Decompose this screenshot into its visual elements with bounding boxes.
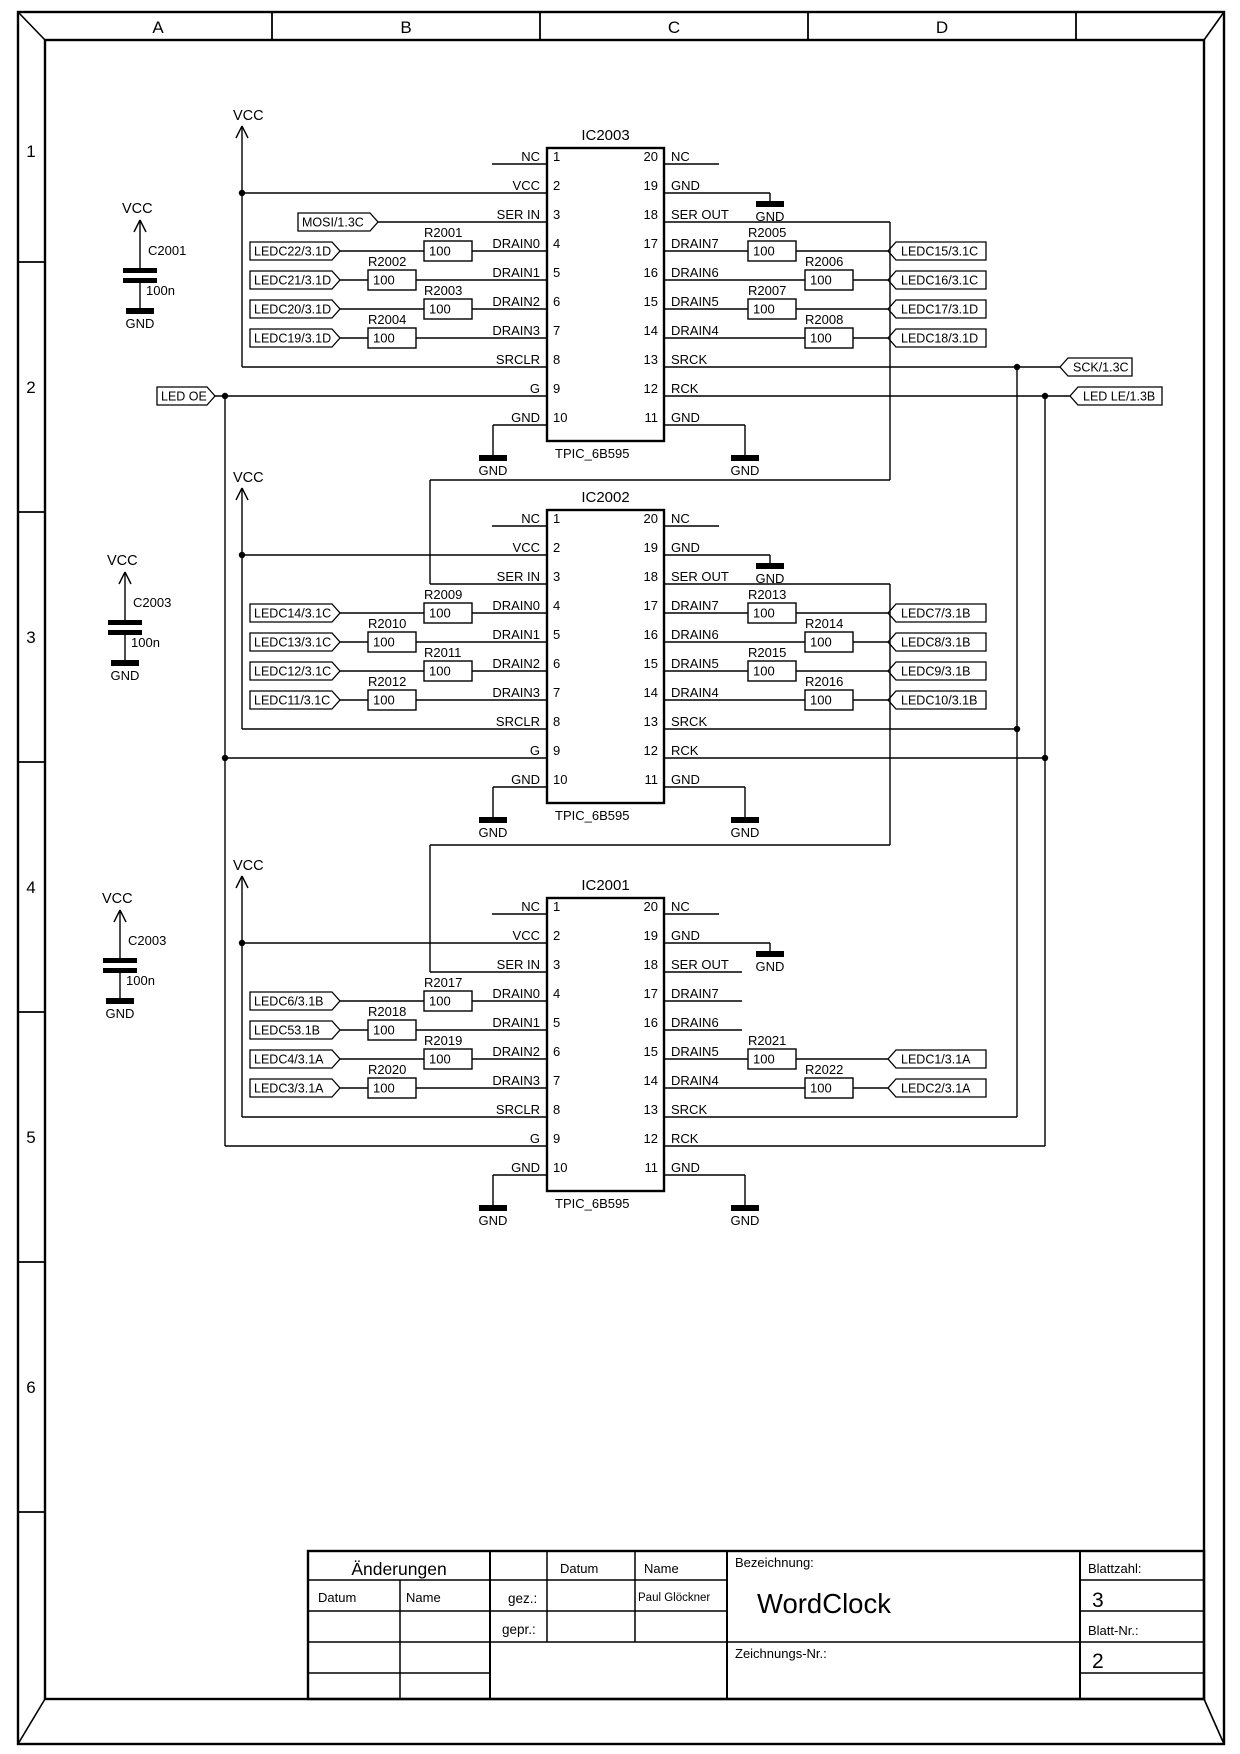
pin-name: DRAIN3 (492, 323, 540, 338)
vcc-label: VCC (233, 108, 264, 124)
gnd-symbol (126, 308, 154, 314)
gnd-label: GND (110, 668, 140, 683)
net-flag-LEDC9/3.1B-text: LEDC9/3.1B (901, 664, 971, 679)
resistor-value: 100 (373, 1022, 395, 1038)
pin-name: DRAIN5 (671, 1044, 719, 1059)
resistor-ref: R2008 (805, 312, 844, 327)
frame-column-letter: C (667, 18, 681, 37)
ic-part-value: TPIC_6B595 (555, 808, 630, 823)
pin-number: 13 (643, 1102, 658, 1117)
pin-number: 4 (553, 236, 561, 251)
pin-name: SER IN (496, 569, 540, 584)
frame-row-number: 2 (26, 378, 36, 397)
vcc-arrow (120, 910, 126, 922)
gnd-label: GND (105, 1006, 135, 1021)
pin-number: 6 (553, 656, 561, 671)
pin-number: 17 (643, 236, 658, 251)
pin-name: DRAIN7 (671, 986, 719, 1001)
net-flag-LEDC12/3.1C-text: LEDC12/3.1C (254, 664, 332, 679)
pin-name: DRAIN5 (671, 294, 719, 309)
pin-name: NC (671, 899, 690, 914)
pin-number: 18 (643, 569, 658, 584)
gnd-symbol (479, 817, 507, 823)
resistor-ref: R2017 (424, 975, 463, 990)
net-flag-LEDC11/3.1C-text: LEDC11/3.1C (254, 693, 331, 708)
pin-number: 11 (644, 772, 658, 787)
frame-row-number: 6 (26, 1378, 36, 1397)
pin-number: 8 (553, 1102, 561, 1117)
gnd-label: GND (730, 825, 760, 840)
net-flag-LEDC7/3.1B-text: LEDC7/3.1B (901, 606, 971, 621)
pin-number: 5 (553, 1015, 561, 1030)
vcc-arrow (242, 876, 248, 888)
gnd-label: GND (730, 463, 760, 478)
pin-name: RCK (671, 1131, 699, 1146)
pin-name: NC (521, 511, 540, 526)
drawn-label: gez.: (508, 1591, 538, 1606)
pin-number: 7 (553, 1073, 561, 1088)
pin-name: DRAIN6 (671, 265, 719, 280)
pin-name: VCC (512, 540, 540, 555)
capacitor-plate (123, 268, 157, 273)
net-flag-LEDC13/3.1C-text: LEDC13/3.1C (254, 635, 332, 650)
capacitor-plate (108, 620, 142, 625)
gnd-label: GND (478, 463, 508, 478)
pin-name: DRAIN2 (492, 1044, 540, 1059)
pin-number: 7 (553, 685, 561, 700)
pin-number: 10 (553, 1160, 568, 1175)
frame-column-letter: A (152, 18, 164, 37)
resistor-ref: R2004 (368, 312, 407, 327)
resistor-value: 100 (429, 605, 451, 621)
resistor-value: 100 (753, 605, 775, 621)
pin-name: NC (521, 149, 540, 164)
pin-number: 12 (643, 743, 658, 758)
pin-name: GND (511, 772, 540, 787)
pin-number: 17 (643, 598, 658, 613)
pin-name: DRAIN3 (492, 1073, 540, 1088)
vcc-arrow (134, 220, 140, 232)
net-flag-LEDC3/3.1A-text: LEDC3/3.1A (254, 1081, 324, 1096)
pin-name: GND (671, 928, 700, 943)
pin-name: DRAIN1 (492, 627, 540, 642)
resistor-value: 100 (373, 1080, 395, 1096)
pin-number: 15 (643, 656, 658, 671)
pin-name: DRAIN3 (492, 685, 540, 700)
pin-number: 8 (553, 714, 561, 729)
frame-corner-diagonal (1204, 1699, 1224, 1744)
sheet-number-value: 2 (1092, 1650, 1104, 1673)
gnd-symbol (731, 1205, 759, 1211)
designation-label: Bezeichnung: (735, 1555, 814, 1570)
net-flag-LEDC15/3.1C-text: LEDC15/3.1C (901, 244, 979, 259)
pin-number: 17 (643, 986, 658, 1001)
pin-name: DRAIN4 (671, 323, 719, 338)
pin-number: 16 (643, 627, 658, 642)
vcc-arrow (140, 220, 146, 232)
title-block (308, 1551, 1204, 1699)
net-flag-sck-text: SCK/1.3C (1073, 360, 1129, 375)
capacitor-ref: C2003 (128, 933, 167, 948)
resistor-ref: R2014 (805, 616, 844, 631)
pin-name: SRCLR (495, 352, 540, 367)
resistor-value: 100 (429, 243, 451, 259)
pin-name: SRCLR (495, 1102, 540, 1117)
net-flag-LEDC18/3.1D-text: LEDC18/3.1D (901, 331, 979, 346)
frame-column-letter: B (400, 18, 412, 37)
pin-number: 2 (553, 928, 561, 943)
vcc-label: VCC (122, 201, 153, 217)
project-title: WordClock (757, 1588, 891, 1619)
pin-number: 8 (553, 352, 561, 367)
pin-name: GND (671, 178, 700, 193)
pin-number: 15 (643, 294, 658, 309)
pin-number: 14 (643, 323, 658, 338)
sheet-number-label: Blatt-Nr.: (1088, 1623, 1139, 1638)
pin-number: 14 (643, 1073, 658, 1088)
resistor-ref: R2022 (805, 1062, 844, 1077)
frame-row-number: 1 (26, 142, 36, 161)
pin-number: 16 (643, 265, 658, 280)
pin-name: GND (671, 772, 700, 787)
pin-name: RCK (671, 743, 699, 758)
net-flag-LEDC16/3.1C-text: LEDC16/3.1C (901, 273, 979, 288)
sign-name-label: Name (644, 1561, 679, 1576)
pin-name: NC (521, 899, 540, 914)
pin-name: DRAIN4 (671, 1073, 719, 1088)
ic-part-value: TPIC_6B595 (555, 1196, 630, 1211)
sheet-count-label: Blattzahl: (1088, 1561, 1142, 1576)
frame-corner-diagonal (1204, 12, 1224, 40)
resistor-value: 100 (373, 272, 395, 288)
gnd-symbol (106, 998, 134, 1004)
pin-name: DRAIN2 (492, 656, 540, 671)
pin-name: DRAIN0 (492, 236, 540, 251)
pin-number: 18 (643, 207, 658, 222)
vcc-arrow (242, 126, 248, 138)
capacitor-ref: C2003 (133, 595, 172, 610)
pin-number: 19 (643, 178, 658, 193)
resistor-value: 100 (810, 1080, 832, 1096)
resistor-ref: R2011 (424, 645, 462, 660)
pin-name: GND (511, 1160, 540, 1175)
pin-name: DRAIN4 (671, 685, 719, 700)
net-flag-LEDC10/3.1B-text: LEDC10/3.1B (901, 693, 978, 708)
pin-number: 20 (643, 899, 658, 914)
pin-number: 20 (643, 511, 658, 526)
resistor-value: 100 (753, 1051, 775, 1067)
capacitor-plate (103, 958, 137, 963)
resistor-ref: R2006 (805, 254, 844, 269)
pin-number: 13 (643, 714, 658, 729)
pin-number: 14 (643, 685, 658, 700)
resistor-value: 100 (429, 301, 451, 317)
pin-name: SRCK (671, 1102, 708, 1117)
vcc-arrow (236, 876, 242, 888)
gnd-symbol (731, 817, 759, 823)
resistor-ref: R2018 (368, 1004, 407, 1019)
resistor-ref: R2021 (748, 1033, 787, 1048)
net-flag-LEDC2/3.1A-text: LEDC2/3.1A (901, 1081, 971, 1096)
net-flag-led-le-text: LED LE/1.3B (1083, 389, 1156, 404)
ic-ref: IC2001 (581, 877, 630, 894)
schematic-content (102, 108, 1162, 1228)
vcc-label: VCC (107, 553, 138, 569)
net-flag-LEDC8/3.1B-text: LEDC8/3.1B (901, 635, 971, 650)
pin-name: DRAIN1 (492, 1015, 540, 1030)
pin-number: 19 (643, 928, 658, 943)
resistor-ref: R2002 (368, 254, 407, 269)
pin-number: 1 (553, 149, 561, 164)
pin-name: DRAIN0 (492, 598, 540, 613)
pin-number: 1 (553, 511, 561, 526)
gnd-symbol (479, 1205, 507, 1211)
gnd-symbol (756, 951, 784, 957)
ic-ref: IC2002 (581, 489, 630, 506)
resistor-ref: R2016 (805, 674, 844, 689)
resistor-ref: R2019 (424, 1033, 463, 1048)
resistor-value: 100 (429, 1051, 451, 1067)
net-flag-LEDC1/3.1A-text: LEDC1/3.1A (901, 1052, 971, 1067)
resistor-ref: R2001 (424, 225, 463, 240)
resistor-value: 100 (810, 634, 832, 650)
gnd-symbol (111, 660, 139, 666)
pin-name: SRCLR (495, 714, 540, 729)
gnd-symbol (756, 201, 784, 207)
pin-number: 3 (553, 207, 561, 222)
pin-name: SER IN (496, 207, 540, 222)
net-flag-LEDC6/3.1B-text: LEDC6/3.1B (254, 994, 324, 1009)
resistor-value: 100 (753, 663, 775, 679)
frame-row-number: 3 (26, 628, 36, 647)
pin-name: G (529, 743, 540, 758)
pin-name: GND (671, 410, 700, 425)
vcc-arrow (236, 488, 242, 500)
net-flag-LEDC17/3.1D-text: LEDC17/3.1D (901, 302, 979, 317)
vcc-label: VCC (102, 891, 133, 907)
pin-name: SER IN (496, 957, 540, 972)
net-flag-LEDC20/3.1D-text: LEDC20/3.1D (254, 302, 332, 317)
sheet-count-value: 3 (1092, 1589, 1104, 1612)
pin-number: 4 (553, 598, 561, 613)
net-flag-LEDC4/3.1A-text: LEDC4/3.1A (254, 1052, 324, 1067)
gnd-label: GND (125, 316, 155, 331)
net-flag-LEDC14/3.1C-text: LEDC14/3.1C (254, 606, 332, 621)
pin-name: DRAIN5 (671, 656, 719, 671)
pin-name: NC (671, 511, 690, 526)
pin-number: 3 (553, 569, 561, 584)
pin-number: 15 (643, 1044, 658, 1059)
pin-number: 16 (643, 1015, 658, 1030)
frame-inner-border (45, 40, 1204, 1699)
pin-number: 10 (553, 772, 568, 787)
resistor-ref: R2009 (424, 587, 463, 602)
pin-number: 6 (553, 294, 561, 309)
changes-date-label: Datum (318, 1590, 357, 1605)
pin-name: DRAIN1 (492, 265, 540, 280)
vcc-arrow (119, 572, 125, 584)
vcc-arrow (242, 488, 248, 500)
frame-corner-diagonal (18, 1699, 45, 1744)
ic-part-value: TPIC_6B595 (555, 446, 630, 461)
net-flag-LEDC22/3.1D-text: LEDC22/3.1D (254, 244, 332, 259)
resistor-ref: R2012 (368, 674, 407, 689)
pin-name: GND (671, 540, 700, 555)
drawing-number-label: Zeichnungs-Nr.: (735, 1646, 827, 1661)
pin-number: 1 (553, 899, 561, 914)
net-flag-mosi-text: MOSI/1.3C (302, 215, 364, 230)
resistor-value: 100 (373, 634, 395, 650)
pin-number: 2 (553, 178, 561, 193)
capacitor-ref: C2001 (148, 243, 187, 258)
net-flag-LEDC53.1B-text: LEDC53.1B (254, 1023, 321, 1038)
pin-number: 12 (643, 1131, 658, 1146)
gnd-label: GND (755, 571, 785, 586)
frame-column-letter: D (935, 18, 949, 37)
sign-date-label: Datum (560, 1561, 599, 1576)
capacitor-value: 100n (131, 635, 160, 650)
gnd-label: GND (730, 1213, 760, 1228)
pin-number: 5 (553, 627, 561, 642)
resistor-value: 100 (753, 243, 775, 259)
vcc-label: VCC (233, 470, 264, 486)
resistor-value: 100 (429, 993, 451, 1009)
resistor-ref: R2005 (748, 225, 787, 240)
changes-header: Änderungen (351, 1559, 447, 1579)
drawn-by-name: Paul Glöckner (638, 1592, 711, 1604)
resistor-value: 100 (373, 692, 395, 708)
net-flag-LEDC19/3.1D-text: LEDC19/3.1D (254, 331, 332, 346)
pin-name: DRAIN7 (671, 236, 719, 251)
pin-number: 9 (553, 1131, 561, 1146)
gnd-label: GND (755, 209, 785, 224)
frame-row-number: 4 (26, 878, 36, 897)
pin-number: 13 (643, 352, 658, 367)
pin-number: 2 (553, 540, 561, 555)
vcc-label: VCC (233, 858, 264, 874)
resistor-ref: R2010 (368, 616, 407, 631)
pin-name: G (529, 1131, 540, 1146)
pin-name: VCC (512, 178, 540, 193)
pin-number: 6 (553, 1044, 561, 1059)
checked-label: gepr.: (502, 1622, 536, 1637)
pin-number: 18 (643, 957, 658, 972)
capacitor-value: 100n (146, 283, 175, 298)
gnd-symbol (479, 455, 507, 461)
vcc-arrow (125, 572, 131, 584)
gnd-symbol (731, 455, 759, 461)
pin-number: 10 (553, 410, 568, 425)
pin-name: SER OUT (671, 207, 729, 222)
pin-number: 9 (553, 381, 561, 396)
frame-row-number: 5 (26, 1128, 36, 1147)
resistor-value: 100 (810, 692, 832, 708)
pin-name: G (529, 381, 540, 396)
pin-name: DRAIN6 (671, 1015, 719, 1030)
pin-number: 4 (553, 986, 561, 1001)
pin-number: 3 (553, 957, 561, 972)
resistor-value: 100 (810, 272, 832, 288)
resistor-value: 100 (810, 330, 832, 346)
pin-number: 20 (643, 149, 658, 164)
pin-name: DRAIN6 (671, 627, 719, 642)
pin-name: DRAIN7 (671, 598, 719, 613)
resistor-ref: R2015 (748, 645, 787, 660)
pin-number: 9 (553, 743, 561, 758)
pin-name: SRCK (671, 352, 708, 367)
pin-number: 19 (643, 540, 658, 555)
vcc-arrow (114, 910, 120, 922)
gnd-label: GND (755, 959, 785, 974)
vcc-arrow (236, 126, 242, 138)
pin-name: GND (511, 410, 540, 425)
pin-number: 12 (643, 381, 658, 396)
resistor-value: 100 (373, 330, 395, 346)
pin-number: 11 (644, 1160, 658, 1175)
changes-name-label: Name (406, 1590, 441, 1605)
frame-corner-diagonal (18, 12, 45, 40)
ic-ref: IC2003 (581, 127, 630, 144)
pin-number: 11 (644, 410, 658, 425)
pin-number: 7 (553, 323, 561, 338)
gnd-label: GND (478, 825, 508, 840)
pin-name: VCC (512, 928, 540, 943)
pin-name: SER OUT (671, 957, 729, 972)
pin-name: RCK (671, 381, 699, 396)
pin-name: DRAIN2 (492, 294, 540, 309)
pin-name: SER OUT (671, 569, 729, 584)
pin-number: 5 (553, 265, 561, 280)
resistor-ref: R2013 (748, 587, 787, 602)
gnd-symbol (756, 563, 784, 569)
pin-name: GND (671, 1160, 700, 1175)
resistor-ref: R2020 (368, 1062, 407, 1077)
resistor-value: 100 (753, 301, 775, 317)
resistor-ref: R2007 (748, 283, 787, 298)
gnd-label: GND (478, 1213, 508, 1228)
pin-name: SRCK (671, 714, 708, 729)
net-flag-LEDC21/3.1D-text: LEDC21/3.1D (254, 273, 332, 288)
pin-name: DRAIN0 (492, 986, 540, 1001)
capacitor-value: 100n (126, 973, 155, 988)
resistor-value: 100 (429, 663, 451, 679)
pin-name: NC (671, 149, 690, 164)
net-flag-led-oe-text: LED OE (161, 389, 207, 404)
resistor-ref: R2003 (424, 283, 463, 298)
